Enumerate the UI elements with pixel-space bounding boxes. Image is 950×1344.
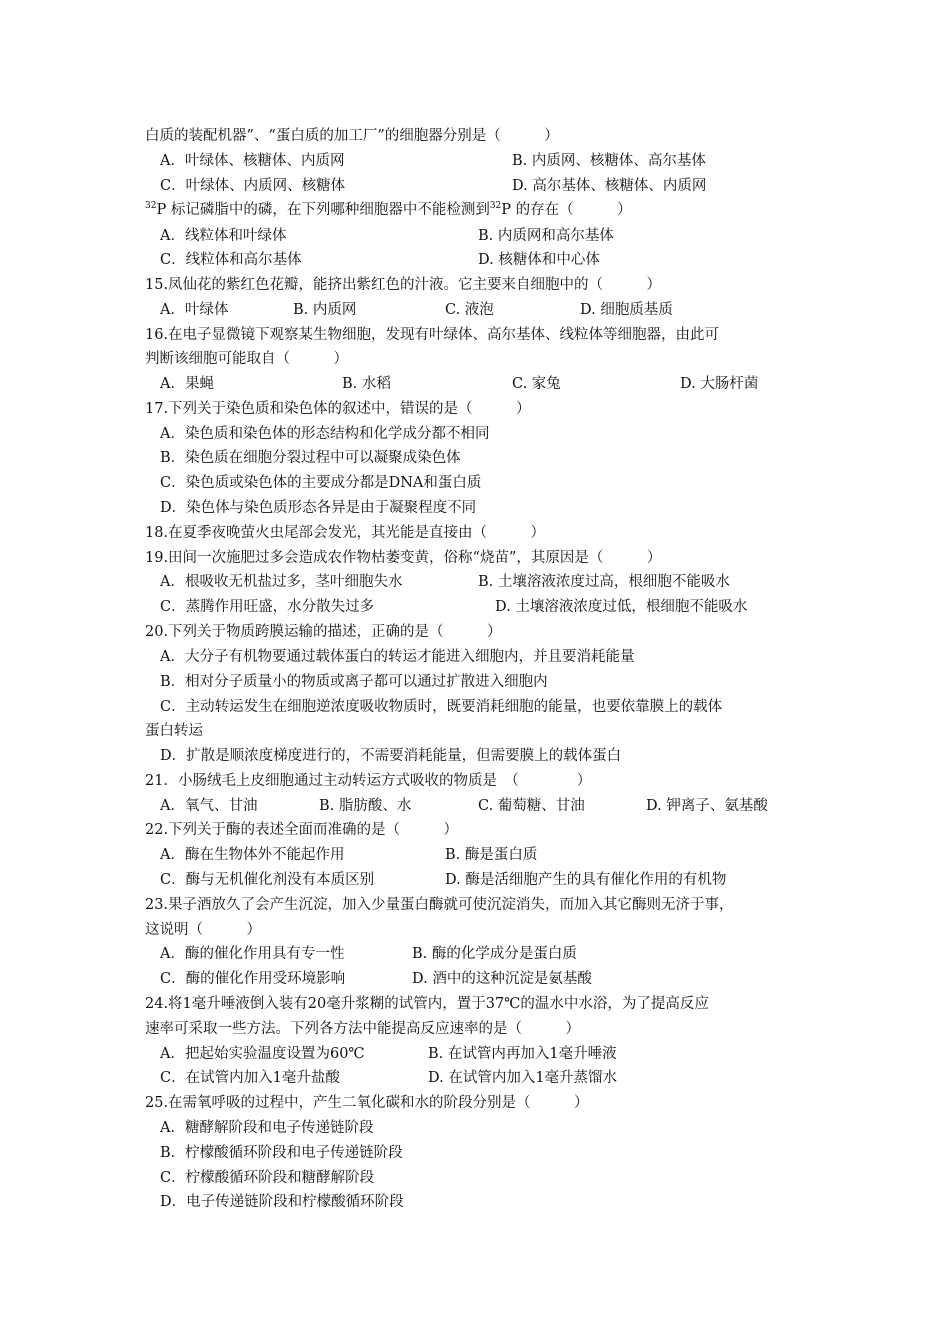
option-d-row [0,496,950,520]
option-a: A．根吸收无机盐过多，茎叶细胞失水 [160,574,403,590]
question-23 [0,893,950,917]
question-19 [0,546,950,570]
options-row [0,1066,950,1090]
option-d: D. 土壤溶液浓度过低，根细胞不能吸水 [495,599,748,615]
option-a: A．线粒体和叶绿体 [160,228,287,244]
question-text: 判断该细胞可能取自（ ） [145,351,348,367]
option-a: A．大分子有机物要通过载体蛋白的转运才能进入细胞内，并且要消耗能量 [160,649,635,665]
question-text: 15.凤仙花的紫红色花瓣，能挤出紫红色的汁液。它主要来自细胞中的（ ） [145,277,662,293]
option-b: B. 土壤溶液浓度过高，根细胞不能吸水 [478,574,730,590]
question-16 [0,323,950,347]
option-b: B．染色质在细胞分裂过程中可以凝聚成染色体 [160,450,461,466]
isotope-superscript: 32 [489,201,502,211]
options-row [0,224,950,248]
option-b-row [0,1141,950,1165]
options-row [0,794,950,818]
question-23-continuation [0,918,950,942]
question-text: 速率可采取一些方法。下列各方法中能提高反应速率的是（ ） [145,1021,580,1037]
question-17 [0,397,950,421]
option-c: C．蒸腾作用旺盛，水分散失过多 [160,599,375,615]
question-text: 21．小肠绒毛上皮细胞通过主动转运方式吸收的物质是 （ ） [145,773,592,789]
options-row [0,1042,950,1066]
option-c: C. 葡萄糖、甘油 [478,798,585,814]
options-row [0,248,950,272]
options-row [0,149,950,173]
question-text: 24.将1毫升唾液倒入装有20毫升浆糊的试管内，置于37℃的温水中水浴，为了提高反应 [145,996,709,1012]
option-b: B. 在试管内再加入1毫升唾液 [428,1046,617,1062]
option-a-row [0,645,950,669]
option-b: B．柠檬酸循环阶段和电子传递链阶段 [160,1145,403,1161]
option-a: A．氧气、甘油 [160,798,258,814]
option-d: D．扩散是顺浓度梯度进行的，不需要消耗能量，但需要膜上的载体蛋白 [160,748,622,764]
option-b: B. 内质网、核糖体、高尔基体 [512,153,706,169]
option-c-row [0,1166,950,1190]
option-a: A．糖酵解阶段和电子传递链阶段 [160,1120,374,1136]
question-text: 18.在夏季夜晚萤火虫尾部会发光，其光能是直接由（ ） [145,525,546,541]
question-text: 25.在需氧呼吸的过程中，产生二氧化碳和水的阶段分别是（ ） [145,1095,589,1111]
question-text: 19.田间一次施肥过多会造成农作物枯萎变黄，俗称“烧苗”，其原因是（ ） [145,550,662,566]
option-b: B. 脂肪酸、水 [319,798,412,814]
options-row [0,942,950,966]
option-a: A．果蝇 [160,376,214,392]
question-16-continuation [0,347,950,371]
option-d: D．电子传递链阶段和柠檬酸循环阶段 [160,1194,404,1210]
options-row [0,843,950,867]
option-d: D. 酶是活细胞产生的具有催化作用的有机物 [445,872,727,888]
option-b-row [0,670,950,694]
option-d: D. 酒中的这种沉淀是氨基酸 [412,971,592,987]
question-text: 这说明（ ） [145,922,261,938]
option-b: B. 内质网和高尔基体 [478,228,614,244]
option-a: A．染色质和染色体的形态结构和化学成分都不相同 [160,426,490,442]
option-c: C．柠檬酸循环阶段和糖酵解阶段 [160,1170,375,1186]
question-20 [0,620,950,644]
question-15 [0,273,950,297]
option-d: D. 细胞质基质 [580,302,673,318]
option-b-row [0,446,950,470]
option-c-continuation [0,719,950,743]
question-text-part: P 的存在（ ） [501,202,632,218]
option-c: C. 家兔 [512,376,561,392]
option-b: B. 水稻 [342,376,391,392]
option-d: D．染色体与染色质形态各异是由于凝聚程度不同 [160,500,477,516]
options-row [0,570,950,594]
option-a: A．酶在生物体外不能起作用 [160,847,345,863]
question-18 [0,521,950,545]
option-c: C．叶绿体、内质网、核糖体 [160,178,346,194]
option-c-text: 蛋白转运 [145,723,203,739]
option-c: C．主动转运发生在细胞逆浓度吸收物质时，既要消耗细胞的能量，也要依靠膜上的载体 [160,699,723,715]
option-d: D. 高尔基体、核糖体、内质网 [512,178,707,194]
option-c: C. 液泡 [445,302,494,318]
option-d: D. 大肠杆菌 [680,376,759,392]
option-c: C．酶与无机催化剂没有本质区别 [160,872,375,888]
options-row [0,595,950,619]
question-25 [0,1091,950,1115]
question-text: 16.在电子显微镜下观察某生物细胞，发现有叶绿体、高尔基体、线粒体等细胞器，由此可 [145,327,720,343]
options-row [0,868,950,892]
option-c-row [0,695,950,719]
option-c: C．线粒体和高尔基体 [160,252,302,268]
question-13-continuation [0,124,950,148]
option-d-row [0,744,950,768]
question-text: 20.下列关于物质跨膜运输的描述，正确的是（ ） [145,624,502,640]
option-d: D. 钾离子、氨基酸 [646,798,768,814]
question-text: 22.下列关于酶的表述全面而准确的是（ ） [145,822,459,838]
option-b: B. 内质网 [293,302,357,318]
option-b: B. 酶是蛋白质 [445,847,538,863]
option-a: A．叶绿体、核糖体、内质网 [160,153,345,169]
isotope-superscript: 32 [145,201,157,211]
option-c: C．染色质或染色体的主要成分都是DNA和蛋白质 [160,475,482,491]
option-a: A．把起始实验温度设置为60℃ [160,1046,365,1062]
options-row [0,298,950,322]
question-14 [0,198,950,222]
option-d: D. 核糖体和中心体 [478,252,600,268]
option-c: C．在试管内加入1毫升盐酸 [160,1070,340,1086]
options-row [0,174,950,198]
option-b: B．相对分子质量小的物质或离子都可以通过扩散进入细胞内 [160,674,548,690]
options-row [0,372,950,396]
option-d-row [0,1190,950,1214]
option-a: A．酶的催化作用具有专一性 [160,946,345,962]
question-24 [0,992,950,1016]
question-text: 23.果子酒放久了会产生沉淀，加入少量蛋白酶就可使沉淀消失，而加入其它酶则无济于事， [145,897,734,913]
option-c-row [0,471,950,495]
question-text-part: P 标记磷脂中的磷，在下列哪种细胞器中不能检测到 [156,202,490,218]
question-22 [0,818,950,842]
question-text: 白质的装配机器”、“蛋白质的加工厂”的细胞器分别是（ ） [145,128,559,144]
option-a-row [0,422,950,446]
option-d: D. 在试管内加入1毫升蒸馏水 [428,1070,618,1086]
question-24-continuation [0,1017,950,1041]
question-text [145,198,632,222]
options-row [0,967,950,991]
question-text: 17.下列关于染色质和染色体的叙述中，错误的是（ ） [145,401,531,417]
option-a-row [0,1116,950,1140]
option-b: B. 酶的化学成分是蛋白质 [412,946,577,962]
question-21 [0,769,950,793]
option-c: C．酶的催化作用受环境影响 [160,971,346,987]
option-a: A．叶绿体 [160,302,229,318]
